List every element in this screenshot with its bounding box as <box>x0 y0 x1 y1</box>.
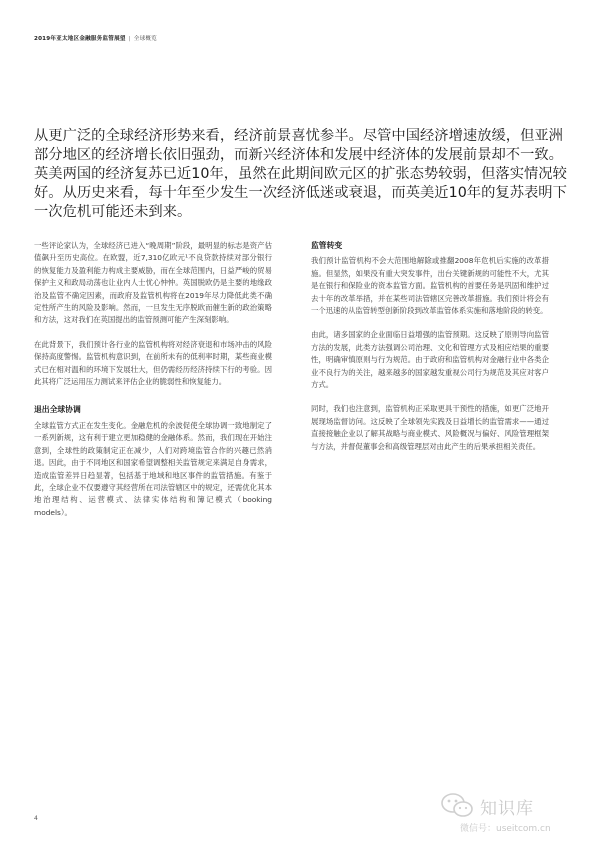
right-paragraph-3: 同时，我们也注意到，监管机构正采取更具干预性的措施，如更广泛地开展现场监督访问。这反映了全球领先实践及日益增长的监管需求——通过直接接触企业以了解其战略与商业模式、风险概况与偏好、风险管理框架与方法，并督促董事会和高级管理层对由此产生的后果承担相关责任。 <box>311 404 549 451</box>
right-paragraph-2: 由此，诸多国家的企业面临日益增强的监管预期。这反映了原则导向监管方法的发展，此类方法强调公司治理、文化和管理方式及相应结果的重要性，明确审慎原则与行为规范。由于政府和监管机构对金融行业中各类企业不良行为的关注，越来越多的国家越发重视公司行为规范及其应对客户方式。 <box>311 330 549 390</box>
left-paragraph-2: 在此背景下，我们预计各行业的监管机构将对经济衰退和市场冲击的风险保持高度警惕。监管机构意识到，在前所未有的低利率时期，某些商业模式已在相对温和的环境下发展壮大，但仍需经历经济持续下行的考验。因此其将广泛运用压力测试来评估企业的脆弱性和恢复能力。 <box>34 339 272 387</box>
watermark <box>440 792 590 838</box>
left-column <box>34 240 272 519</box>
page-number: 4 <box>34 815 38 822</box>
section-name: 全球概览 <box>133 36 157 42</box>
watermark-brand: 知识库 <box>480 799 534 819</box>
left-paragraph-1: 一些评论家认为，全球经济已进入“晚周期”阶段，最明显的标志是资产估值飙升至历史高位。在欧盟，近7,310亿欧元¹不良贷款持续对部分银行的恢复能力及盈利能力构成主要威胁，而在全球范围内，日益严峻的贸易保护主义和政局动荡也让业内人士忧心忡忡。英国脱欧仍是主要的地缘政治及监管不确定因素，而政府及监管机构将在2019年尽力降低此类不确定性所产生的风险及影响。然而，一旦发生无序脱欧而催生新的政治策略和方法，这对我们在英国提出的监管预测可能产生深刻影响。 <box>34 241 272 325</box>
watermark-subtitle: 微信号：useitcom.cn <box>460 824 551 834</box>
lead-paragraph: 从更广泛的全球经济形势来看，经济前景喜忧参半。尽管中国经济增速放缓，但亚洲部分地区的经济增长依旧强劲，而新兴经济体和发展中经济体的发展前景却不一致。英美两国的经济复苏已近10年，虽然在此期间欧元区的扩张态势较弱，但落实情况较好。从历史来看，每十年至少发生一次经济低迷或衰退，而英美近10年的复苏表明下一次危机可能还未到来。 <box>34 128 567 220</box>
report-title: 2019年亚太地区金融服务监管展望 <box>34 36 126 42</box>
running-header <box>34 34 157 42</box>
section-heading-regulatory-shift: 监管转变 <box>311 241 343 250</box>
right-paragraph-1: 我们预计监管机构不会大范围地解除或推翻2008年危机后实施的改革措施。但显然，如果没有重大突发事件，出台关键新规的可能性不大，尤其是在银行和保险业的资本监管方面。监管机构的首要任务是巩固和维护过去十年的改革举措，并在某些司法管辖区完善改革措施。我们预计将会有一个迅速的从监管转型创新阶段到改革监管体系实施和落地阶段的转变。 <box>311 256 549 316</box>
wechat-logo-icon <box>440 792 474 818</box>
header-separator: | <box>128 36 131 42</box>
left-paragraph-3: 全球监管方式正在发生变化。金融危机的余波促使全球协调一致地制定了一系列新规，这有利于建立更加稳健的金融体系。然而，我们现在开始注意到，全球性的政策制定正在减少，人们对跨境监管合作的兴趣已然消退。因此，由于不同地区和国家希望调整相关监管规定来满足自身需求，造成监管差异日趋显著，包括基于地域和地区事件的监管措施。有鉴于此，全球企业不仅要遵守其经营所在司法管辖区中的规定，还需优化其本地治理结构、运营模式、法律实体结构和簿记模式（booking models）。 <box>34 420 272 517</box>
right-column <box>311 240 549 453</box>
section-heading-exit-coordination: 退出全球协调 <box>34 405 81 415</box>
